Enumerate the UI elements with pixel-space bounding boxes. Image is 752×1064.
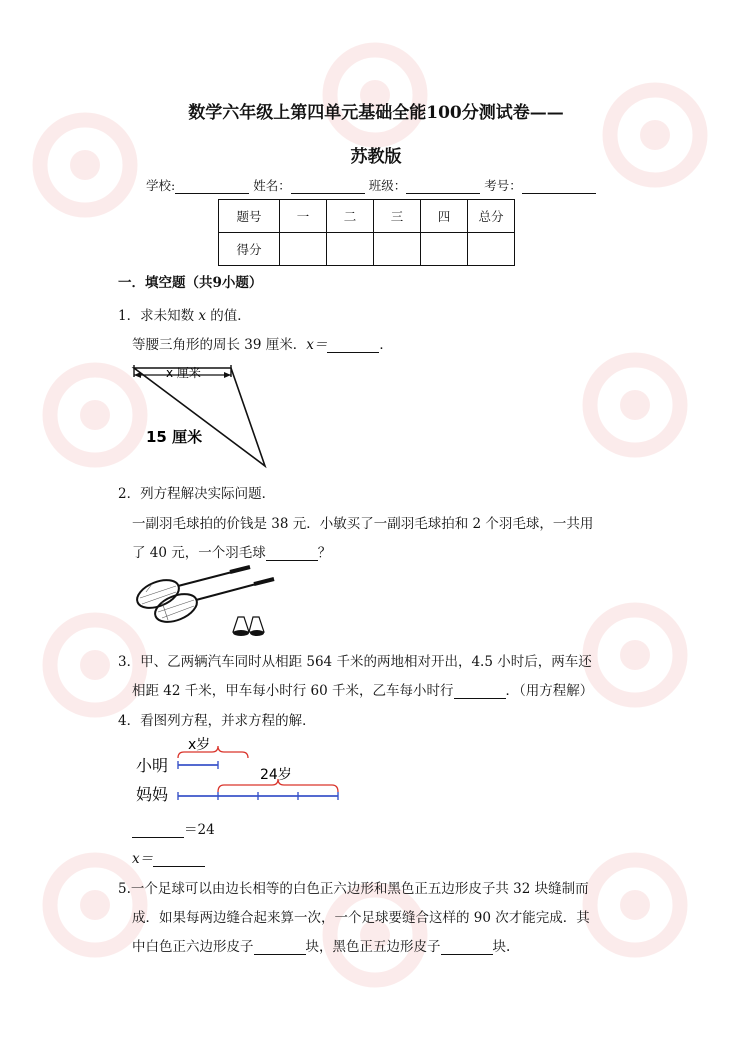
question-5-line-2: 成．如果每两边缝合起来算一次，一个足球要缝合这样的 90 次才能完成．其: [132, 910, 590, 926]
label-xiaoming: 小明: [136, 756, 169, 775]
question-3: 3．甲、乙两辆汽车同时从相距 564 千米的两地相对开出，4.5 小时后，两车还: [118, 654, 592, 670]
section-heading: 一．填空题（共9小题）: [118, 275, 263, 291]
class-field[interactable]: [406, 180, 480, 194]
score-table-header-row: [219, 200, 515, 233]
question-3-line-2: 相距 42 千米，甲车每小时行 60 千米，乙车每小时行 ．（用方程解）: [132, 683, 594, 699]
score-table: [218, 199, 515, 266]
triangle-side-label: 15 厘米: [146, 428, 203, 446]
school-field[interactable]: [175, 180, 249, 194]
watermark-logo: [580, 60, 730, 210]
triangle-top-label: x 厘米: [166, 366, 201, 380]
question-2-line-2: 一副羽毛球拍的价钱是 38 元．小敏买了一副羽毛球拍和 2 个羽毛球，一共用: [132, 516, 594, 532]
table-header-cell: 三: [374, 200, 421, 233]
score-cell[interactable]: [374, 233, 421, 266]
label-mama: 妈妈: [136, 785, 169, 804]
answer-blank[interactable]: [454, 684, 506, 699]
question-1-line-2: 等腰三角形的周长 39 厘米．x＝ ．: [132, 337, 393, 353]
question-5-line-3: 中白色正六边形皮子 块，黑色正五边形皮子 块.: [132, 939, 511, 955]
page-subtitle: 苏教版: [350, 147, 402, 167]
answer-blank[interactable]: [327, 338, 379, 353]
question-5: 5.一个足球可以由边长相等的白色正六边形和黑色正五边形皮子共 32 块缝制而: [118, 881, 589, 897]
answer-blank[interactable]: [441, 940, 493, 955]
name-label: 姓名：: [253, 178, 291, 193]
page-title: 数学六年级上第四单元基础全能100分测试卷——: [188, 103, 564, 123]
student-info-line: [146, 176, 596, 194]
question-1: 1．求未知数 x 的值．: [118, 308, 251, 324]
question-2-line-3: 了 40 元，一个羽毛球 ？: [132, 545, 332, 561]
brace-x-label: x岁: [188, 737, 211, 753]
answer-blank[interactable]: [132, 823, 184, 838]
score-cell[interactable]: [327, 233, 374, 266]
triangle-figure: [128, 362, 273, 470]
score-cell[interactable]: [421, 233, 468, 266]
question-4-solution: x＝: [132, 847, 205, 867]
brace-24-label: 24岁: [260, 767, 292, 783]
table-header-cell: 总分: [468, 200, 515, 233]
exam-no-label: 考号：: [484, 178, 522, 193]
question-4-equation: ＝24: [132, 818, 215, 838]
answer-blank[interactable]: [254, 940, 306, 955]
badminton-racket-icon: [132, 562, 277, 642]
school-label: 学校:: [146, 178, 176, 193]
watermark-logo: [560, 830, 710, 980]
line-segment-diagram: [130, 736, 350, 808]
question-2: 2．列方程解决实际问题．: [118, 486, 276, 502]
name-field[interactable]: [291, 180, 365, 194]
answer-blank[interactable]: [153, 852, 205, 867]
score-cell[interactable]: [280, 233, 327, 266]
answer-blank[interactable]: [266, 546, 318, 561]
score-table-score-row: [219, 233, 515, 266]
question-4: 4．看图列方程，并求方程的解．: [118, 713, 316, 729]
table-header-cell: 一: [280, 200, 327, 233]
exam-no-field[interactable]: [522, 180, 596, 194]
class-label: 班级：: [368, 178, 407, 193]
table-header-cell: 二: [327, 200, 374, 233]
table-header-cell: 四: [421, 200, 468, 233]
watermark-logo: [560, 330, 710, 480]
score-cell[interactable]: [468, 233, 515, 266]
table-header-cell: 题号: [219, 200, 280, 233]
table-row-label: 得分: [219, 233, 280, 266]
